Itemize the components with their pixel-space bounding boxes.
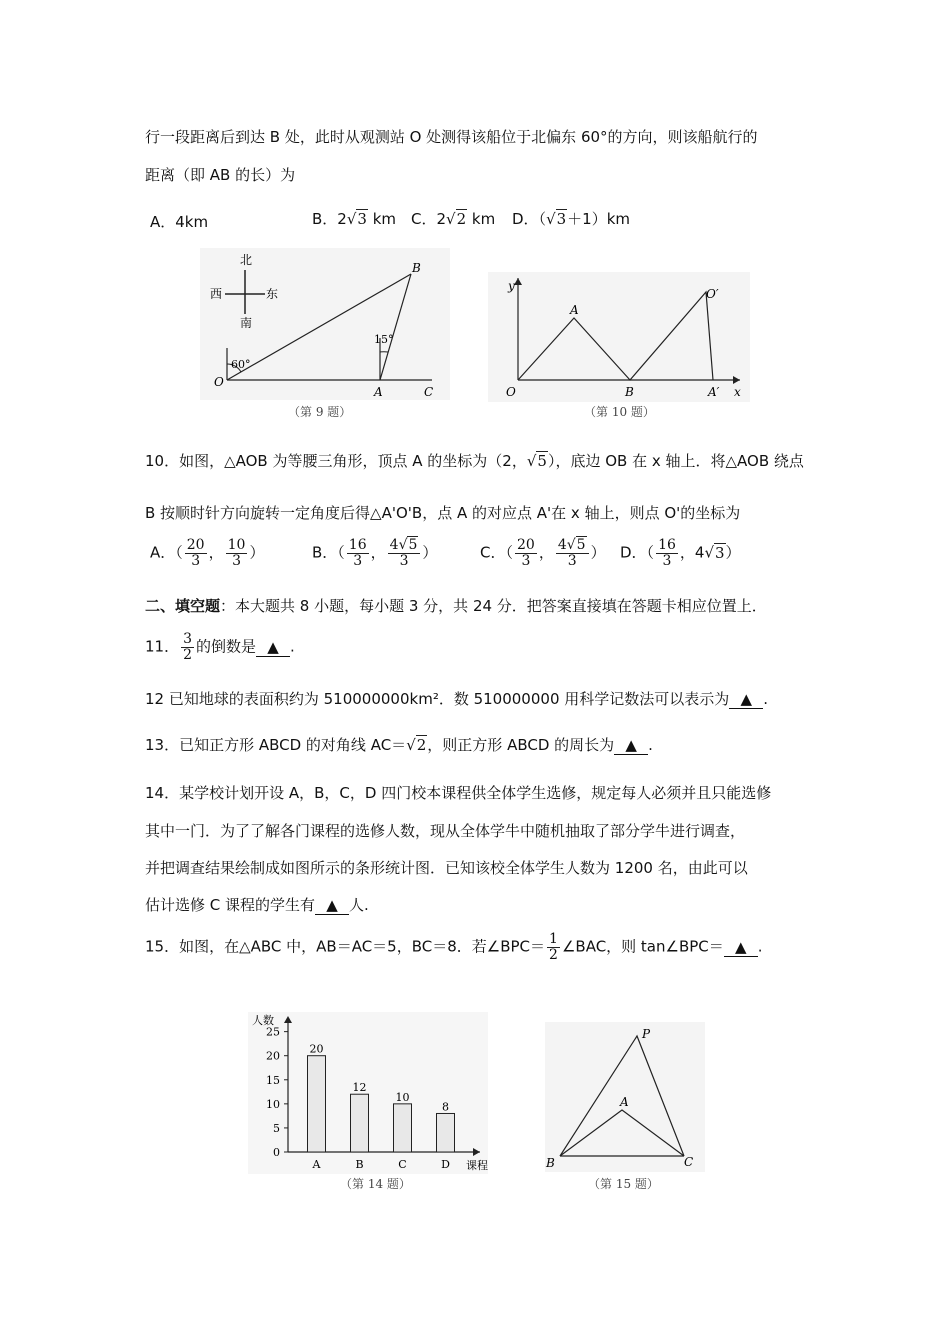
sqrt-sign: √3: [546, 210, 567, 228]
bar-value-label: 20: [309, 1042, 324, 1056]
bar-C: [394, 1104, 412, 1152]
numerator: [388, 538, 421, 554]
radicand: 3: [715, 543, 725, 562]
q10-option-d: [620, 538, 741, 568]
fig10-label-a: A: [570, 303, 579, 317]
fig9-label-b: B: [412, 261, 421, 275]
fig9-caption: （第 9 题）: [288, 405, 352, 419]
y-tick-label: 0: [273, 1146, 280, 1159]
q14-line4-suffix: 人.: [349, 896, 369, 914]
denominator: 3: [232, 552, 241, 569]
x-tick-label: C: [398, 1158, 407, 1171]
y-tick-label: 20: [266, 1049, 280, 1063]
numerator: 20: [516, 537, 535, 553]
fig9-angle-a: 15°: [374, 333, 394, 346]
q10-line2: B 按顺时针方向旋转一定角度后得△A'O'B，点 A 的对应点 A'在 x 轴上，则点 O'的坐标为: [145, 504, 741, 522]
q9-option-a: A．4km: [150, 213, 209, 231]
q9-option-d: [512, 208, 630, 229]
q10-option-c: [480, 538, 606, 568]
q9-option-c: [411, 208, 495, 229]
q9-option-c-unit: km: [471, 210, 496, 228]
q14-line4: [145, 894, 369, 915]
fraction: [226, 538, 248, 568]
sqrt-sign: √5: [398, 537, 418, 553]
q9-option-b: [312, 208, 396, 229]
fig10-label-o-prime: O′: [706, 287, 719, 301]
radicand: 5: [408, 537, 418, 553]
q9-option-b-rad: 3: [357, 210, 367, 228]
fraction: [347, 538, 369, 568]
separator: ，: [208, 543, 224, 562]
section2-text: ：本大题共 8 小题，每小题 3 分，共 24 分．把答案直接填在答题卡相应位置上．: [220, 597, 767, 615]
x-tick-label: A: [312, 1158, 321, 1171]
numerator: 3: [183, 631, 193, 647]
denominator: 3: [399, 552, 409, 569]
sqrt-sign: √5: [526, 452, 547, 470]
sqrt-sign: √5: [566, 537, 586, 553]
q9-stem-line1: 行一段距离后到达 B 处，此时从观测站 O 处测得该船位于北偏东 60°的方向，则该船航行的: [145, 128, 758, 146]
figure-10: [488, 272, 750, 428]
fraction: [388, 538, 421, 568]
q10-c-label: C．（: [480, 543, 513, 562]
sqrt-sign: √2: [446, 210, 467, 228]
q9-stem-line2: 距离（即 AB 的长）为: [145, 166, 296, 184]
fig9-east: 东: [266, 287, 279, 301]
fig15-label-b: B: [546, 1156, 555, 1170]
answer-blank: ▲: [729, 690, 763, 709]
sqrt-sign: √3: [704, 543, 725, 562]
y-axis-label: 人数: [252, 1014, 274, 1027]
fig10-caption: （第 10 题）: [584, 405, 655, 419]
fig15-label-c: C: [684, 1155, 694, 1169]
q11: [145, 632, 295, 662]
bar-A: [308, 1056, 326, 1152]
radicand: 2: [416, 736, 427, 754]
x-tick-label: B: [355, 1158, 364, 1171]
q9-option-b-prefix: B．2: [312, 210, 347, 228]
q10-option-b: [312, 538, 437, 568]
q15: [145, 932, 763, 962]
answer-blank: ▲: [315, 896, 349, 915]
q11-text: 的倒数是: [196, 637, 257, 656]
fraction: [181, 632, 194, 662]
q9-option-d-rad: 3: [556, 210, 567, 228]
q10-a-label: A．（: [150, 543, 183, 562]
section2-heading: 二、填空题: [145, 597, 221, 615]
fraction: [515, 538, 537, 568]
y-tick-label: 25: [266, 1025, 280, 1039]
denominator: 3: [521, 552, 531, 569]
y-tick-label: 10: [266, 1097, 280, 1111]
x-tick-label: D: [441, 1158, 450, 1171]
q14-line2: 其中一门．为了了解各门课程的选修人数，现从全体学牛中随机抽取了部分学牛进行调查，: [145, 822, 746, 840]
q11-number: 11．: [145, 637, 180, 656]
fig9-angle-o: 60°: [231, 358, 251, 371]
q10-line1-suffix: ），底边 OB 在 x 轴上．将△AOB 绕点: [547, 452, 804, 470]
y-tick-label: 5: [273, 1121, 280, 1135]
fig9-label-a: A: [374, 385, 383, 399]
denominator: 3: [191, 552, 201, 569]
q9-option-d-suffix: ＋1）km: [567, 210, 631, 228]
numerator: 1: [549, 931, 558, 947]
q15-suffix: ∠BAC，则 tan∠BPC＝: [561, 937, 724, 956]
close-paren: ）: [725, 543, 741, 562]
x-axis-label: 课程: [466, 1159, 488, 1172]
answer-blank: ▲: [614, 736, 648, 755]
denominator: 3: [353, 552, 363, 569]
q9-option-d-prefix: D．（: [512, 210, 547, 228]
sqrt-sign: √3: [346, 210, 367, 228]
fig9-label-c: C: [424, 385, 434, 399]
radicand: 5: [576, 537, 586, 553]
close-paren: ）: [422, 543, 438, 562]
q13: [145, 734, 653, 755]
bar-value-label: 8: [442, 1100, 449, 1114]
separator: ，4: [679, 543, 705, 562]
bar-value-label: 12: [352, 1081, 367, 1095]
fraction: [556, 538, 589, 568]
figure-9: [200, 248, 450, 428]
answer-blank: ▲: [724, 938, 758, 957]
numerator: 16: [348, 537, 367, 553]
coefficient: 4: [557, 537, 567, 553]
answer-blank: ▲: [256, 638, 290, 657]
q9-option-c-prefix: C．2: [411, 210, 447, 228]
fig15-label-a: A: [620, 1095, 629, 1109]
fraction: [547, 932, 560, 962]
fig9-south: 南: [240, 316, 253, 330]
fig15-label-p: P: [642, 1027, 651, 1041]
q14-line4-prefix: 估计选修 C 课程的学生有: [145, 896, 316, 914]
q10-line1: [145, 450, 804, 471]
chart-caption: （第 14 题）: [340, 1177, 411, 1191]
numerator: 10: [227, 537, 246, 553]
q13-prefix: 13．已知正方形 ABCD 的对角线 AC＝: [145, 736, 407, 754]
q10-d-label: D．（: [620, 543, 655, 562]
q12-text: 12 已知地球的表面积约为 510000000km²．数 510000000 用科学记数法可以表示为: [145, 690, 730, 708]
period: .: [290, 637, 295, 656]
figure-15: [540, 1022, 710, 1194]
fig15-caption: （第 15 题）: [588, 1177, 659, 1191]
numerator: [556, 538, 589, 554]
fig10-label-b: B: [625, 385, 634, 399]
bar-B: [351, 1094, 369, 1152]
q14-line1: 14．某学校计划开设 A，B，C，D 四门校本课程供全体学生选修，规定每人必须并且只能选修: [145, 784, 772, 802]
sqrt-sign: √2: [406, 736, 427, 754]
separator: ，: [370, 543, 386, 562]
denominator: 2: [549, 946, 558, 963]
q9-option-c-rad: 2: [456, 210, 467, 228]
close-paren: ）: [590, 543, 606, 562]
numerator: 20: [186, 537, 205, 553]
fig9-label-o: O: [214, 375, 224, 389]
q10-b-label: B．（: [312, 543, 345, 562]
fig9-north: 北: [240, 253, 253, 267]
fig10-label-x: x: [734, 385, 741, 399]
coefficient: 4: [389, 537, 399, 553]
denominator: 3: [662, 552, 672, 569]
fig10-label-y: y: [508, 279, 515, 293]
q9-option-b-unit: km: [372, 210, 397, 228]
q12: [145, 688, 768, 709]
fraction: [185, 538, 207, 568]
q10-line1-prefix: 10．如图，△AOB 为等腰三角形，顶点 A 的坐标为（2，: [145, 452, 527, 470]
section2: [145, 595, 767, 616]
q10-option-a: [150, 538, 264, 568]
q14-line3: 并把调查结果绘制成如图所示的条形统计图．已知该校全体学生人数为 1200 名，由此可以: [145, 859, 748, 877]
fig10-label-a-prime: A′: [708, 385, 720, 399]
q13-suffix: ，则正方形 ABCD 的周长为: [427, 736, 615, 754]
q15-prefix: 15．如图，在△ABC 中，AB＝AC＝5，BC＝8．若∠BPC＝: [145, 937, 546, 956]
close-paren: ）: [249, 543, 265, 562]
fig9-west: 西: [210, 287, 223, 301]
q10-line1-rad: 5: [537, 452, 547, 470]
period: .: [763, 690, 769, 708]
period: .: [757, 937, 763, 956]
denominator: 2: [183, 646, 193, 663]
separator: ，: [538, 543, 554, 562]
period: .: [648, 736, 653, 754]
numerator: 16: [658, 537, 676, 553]
y-tick-label: 15: [266, 1073, 280, 1087]
denominator: 3: [567, 552, 577, 569]
bar-value-label: 10: [395, 1090, 410, 1104]
fig10-label-o: O: [506, 385, 516, 399]
fraction: [656, 538, 678, 568]
bar-chart-14: [248, 1012, 498, 1196]
bar-D: [437, 1113, 455, 1152]
